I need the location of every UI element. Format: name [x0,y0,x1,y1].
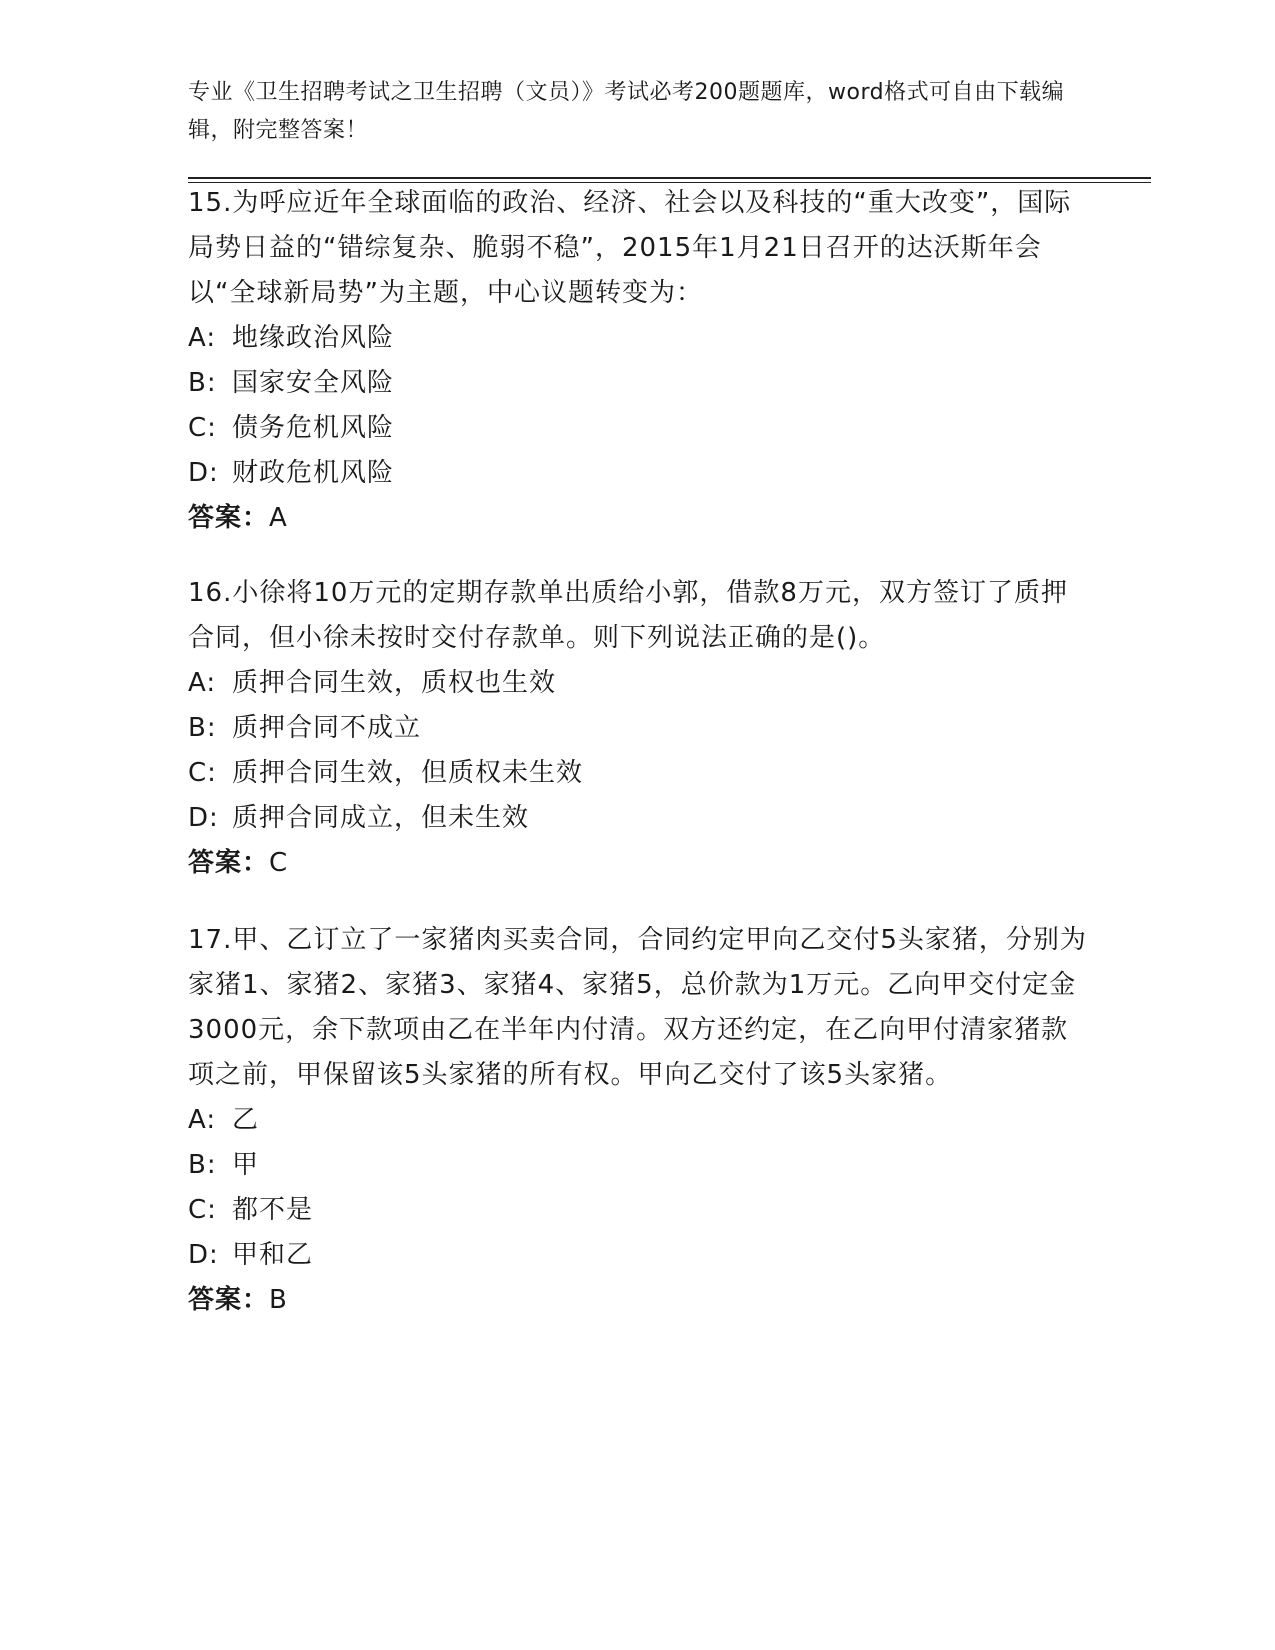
question-15 [188,181,1088,541]
answer-line [188,841,1088,886]
option-text: 质押合同生效，质权也生效 [232,668,557,698]
header-divider-thick [188,177,1151,179]
option-d [188,796,1088,841]
option-letter: D: [188,458,219,488]
option-letter: D: [188,1240,219,1270]
answer-label: 答案： [188,503,270,533]
answer-line [188,496,1088,541]
option-b [188,706,1088,751]
option-text: 甲和乙 [232,1240,314,1270]
option-b [188,361,1088,406]
option-letter: A: [188,668,217,698]
answer-label: 答案： [188,848,270,878]
option-letter: C: [188,758,217,788]
option-a [188,661,1088,706]
question-17 [188,918,1088,1323]
header-text: 专业《卫生招聘考试之卫生招聘（文员）》考试必考200题题库，word格式可自由下载编辑，附完整答案！ [188,80,1065,143]
option-letter: C: [188,1195,217,1225]
option-d [188,451,1088,496]
option-text: 乙 [232,1105,260,1135]
question-text: 15.为呼应近年全球面临的政治、经济、社会以及科技的“重大改变”，国际局势日益的“错综复杂、脆弱不稳”，2015年1月21日召开的达沃斯年会以“全球新局势”为主题，中心议题转变为： [188,188,1072,308]
option-text: 都不是 [232,1195,314,1225]
answer-label: 答案： [188,1285,270,1315]
question-text: 16.小徐将10万元的定期存款单出质给小郭，借款8万元，双方签订了质押合同，但小徐未按时交付存款单。则下列说法正确的是()。 [188,578,1068,653]
option-c [188,751,1088,796]
option-text: 财政危机风险 [232,458,395,488]
answer-line [188,1278,1088,1323]
answer-value: C [269,848,289,878]
document-header [188,74,1068,150]
option-letter: B: [188,713,217,743]
option-c [188,1188,1088,1233]
option-letter: C: [188,413,217,443]
option-a [188,316,1088,361]
option-letter: A: [188,323,217,353]
question-text: 17.甲、乙订立了一家猪肉买卖合同，合同约定甲向乙交付5头家猪，分别为家猪1、家猪2、家猪3、家猪4、家猪5，总价款为1万元。乙向甲交付定金3000元，余下款项由乙在半年内付清。双方还约定，在乙向甲付清家猪款项之前，甲保留该5头家猪的所有权。甲向乙交付了该5头家猪。 [188,925,1087,1090]
option-text: 质押合同生效，但质权未生效 [232,758,584,788]
option-text: 债务危机风险 [232,413,395,443]
answer-value: A [269,503,288,533]
option-c [188,406,1088,451]
question-16 [188,571,1088,886]
option-text: 甲 [232,1150,260,1180]
option-text: 质押合同成立，但未生效 [232,803,530,833]
option-text: 质押合同不成立 [232,713,422,743]
option-d [188,1233,1088,1278]
option-b [188,1143,1088,1188]
option-a [188,1098,1088,1143]
option-letter: A: [188,1105,217,1135]
option-letter: D: [188,803,219,833]
option-text: 地缘政治风险 [232,323,395,353]
option-letter: B: [188,368,217,398]
option-text: 国家安全风险 [232,368,395,398]
option-letter: B: [188,1150,217,1180]
answer-value: B [269,1285,288,1315]
